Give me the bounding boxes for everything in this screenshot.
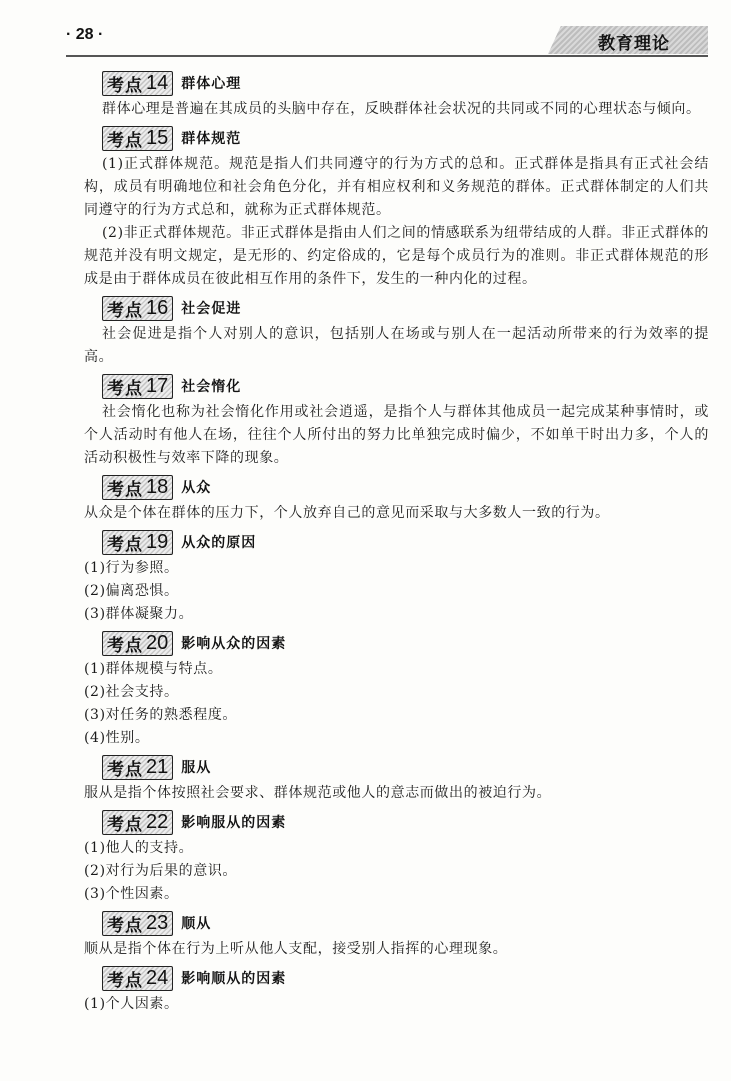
header-rule [66,55,708,57]
knowledge-point-title: 从众的原因 [181,535,257,551]
knowledge-point-title: 群体心理 [181,76,242,92]
paragraph: (2)社会支持。 [84,684,179,700]
paragraph: (4)性别。 [84,730,150,746]
badge-number: 19 [146,530,169,553]
badge-label: 考点 [107,378,143,399]
knowledge-point-heading [84,472,709,502]
paragraph: 群体心理是普遍在其成员的头脑中存在，反映群体社会状况的共同或不同的心理状态与倾向。 [102,101,701,117]
badge-number: 22 [146,810,169,833]
knowledge-point-title: 影响服从的因素 [181,815,287,831]
knowledge-point-badge [102,374,173,399]
section-title: 教育理论 [598,34,670,54]
paragraph: (2)对行为后果的意识。 [84,863,238,879]
knowledge-point-title: 顺从 [181,916,212,932]
knowledge-point-heading [84,807,709,837]
knowledge-point-badge [102,296,173,321]
badge-label: 考点 [107,759,143,780]
knowledge-point-badge [102,530,173,555]
knowledge-point-heading [84,752,709,782]
knowledge-point-heading [84,527,709,557]
badge-number: 15 [146,126,169,149]
paragraph: (1)群体规模与特点。 [84,661,223,677]
knowledge-point-heading [84,371,709,401]
badge-number: 21 [146,755,169,778]
badge-number: 24 [146,966,169,989]
paragraph: 社会促进是指个人对别人的意识，包括别人在场或与别人在一起活动所带来的行为效率的提高。 [84,326,709,365]
knowledge-point-badge [102,631,173,656]
knowledge-point-title: 社会促进 [181,301,242,317]
badge-number: 20 [146,631,169,654]
knowledge-point-title: 影响从众的因素 [181,636,287,652]
page-number: · 28 · [66,26,104,43]
paragraph: (1)正式群体规范。规范是指人们共同遵守的行为方式的总和。正式群体是指具有正式社会结构，成员有明确地位和社会角色分化，并有相应权利和义务规范的群体。正式群体制定的人们共同遵守的行为方式总和，就称为正式群体规范。 [84,156,709,218]
knowledge-point-title: 影响顺从的因素 [181,971,287,987]
paragraph: 服从是指个体按照社会要求、群体规范或他人的意志而做出的被迫行为。 [84,785,552,801]
knowledge-point-badge [102,966,173,991]
badge-label: 考点 [107,479,143,500]
page-content [84,66,709,1016]
badge-number: 17 [146,374,169,397]
badge-number: 16 [146,296,169,319]
badge-label: 考点 [107,130,143,151]
badge-number: 23 [146,911,169,934]
paragraph: (3)个性因素。 [84,886,179,902]
knowledge-point-heading [84,628,709,658]
badge-label: 考点 [107,75,143,96]
paragraph: (1)行为参照。 [84,560,179,576]
knowledge-point-badge [102,911,173,936]
paragraph: (3)群体凝聚力。 [84,606,194,622]
page-header [0,0,731,56]
badge-label: 考点 [107,970,143,991]
knowledge-point-heading [84,123,709,153]
knowledge-point-title: 群体规范 [181,131,242,147]
paragraph: (1)他人的支持。 [84,840,194,856]
badge-number: 18 [146,475,169,498]
knowledge-point-badge [102,475,173,500]
paragraph: (2)非正式群体规范。非正式群体是指由人们之间的情感联系为纽带结成的人群。非正式群体的规范并没有明文规定，是无形的、约定俗成的，它是每个成员行为的准则。非正式群体规范的形成是由于群体成员在彼此相互作用的条件下，发生的一种内化的过程。 [84,225,709,287]
badge-label: 考点 [107,635,143,656]
knowledge-point-title: 服从 [181,760,212,776]
knowledge-point-title: 从众 [181,480,212,496]
paragraph: (3)对任务的熟悉程度。 [84,707,238,723]
badge-label: 考点 [107,915,143,936]
knowledge-point-heading [84,68,709,98]
knowledge-point-badge [102,71,173,96]
paragraph: 从众是个体在群体的压力下，个人放弃自己的意见而采取与大多数人一致的行为。 [84,505,610,521]
paragraph: 顺从是指个体在行为上听从他人支配，接受别人指挥的心理现象。 [84,941,508,957]
badge-label: 考点 [107,814,143,835]
paragraph: 社会惰化也称为社会惰化作用或社会逍遥，是指个人与群体其他成员一起完成某种事情时，或个人活动时有他人在场，往往个人所付出的努力比单独完成时偏少，不如单干时出力多，个人的活动积极性与效率下降的现象。 [84,404,709,466]
knowledge-point-heading [84,963,709,993]
paragraph: (2)偏离恐惧。 [84,583,179,599]
knowledge-point-badge [102,810,173,835]
knowledge-point-heading [84,908,709,938]
badge-label: 考点 [107,534,143,555]
knowledge-point-title: 社会惰化 [181,379,242,395]
badge-number: 14 [146,71,169,94]
knowledge-point-badge [102,126,173,151]
badge-label: 考点 [107,300,143,321]
knowledge-point-badge [102,755,173,780]
paragraph: (1)个人因素。 [84,996,179,1012]
knowledge-point-heading [84,293,709,323]
